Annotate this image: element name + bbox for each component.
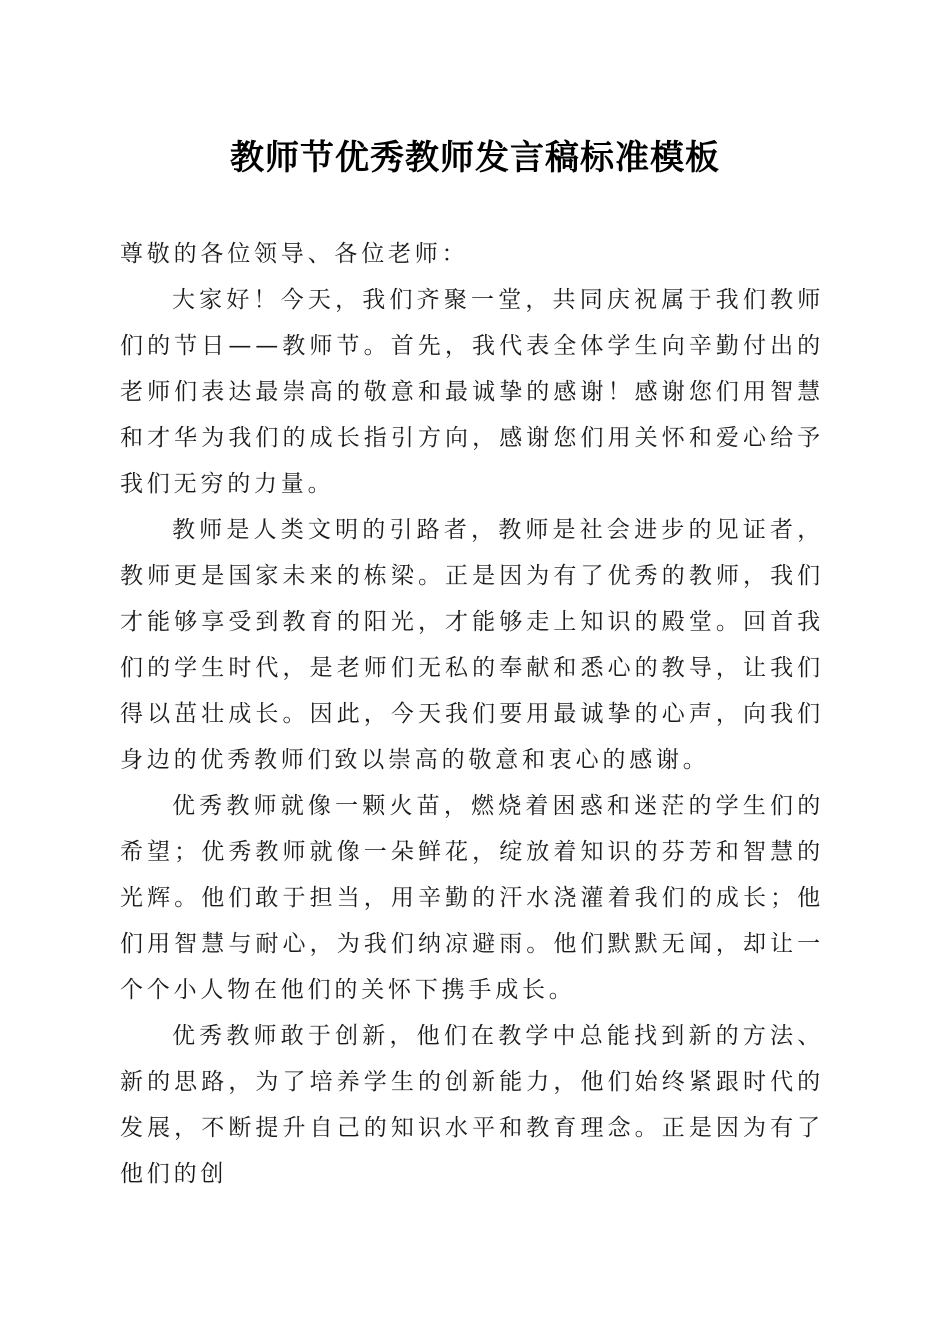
greeting-line: 尊敬的各位领导、各位老师：: [120, 241, 469, 267]
document-body: [120, 231, 824, 1197]
paragraph-3: 优秀教师就像一颗火苗，燃烧着困惑和迷茫的学生们的希望；优秀教师就像一朵鲜花，绽放着知识的芬芳和智慧的光辉。他们敢于担当，用辛勤的汗水浇灌着我们的成长；他们用智慧与耐心，为我们纳凉避雨。他们默默无闻，却让一个个小人物在他们的关怀下携手成长。: [120, 793, 824, 1003]
document-title: 教师节优秀教师发言稿标准模板: [230, 138, 720, 178]
paragraph-4: 优秀教师敢于创新，他们在教学中总能找到新的方法、新的思路，为了培养学生的创新能力，他们始终紧跟时代的发展，不断提升自己的知识水平和教育理念。正是因为有了他们的创: [120, 1023, 824, 1187]
paragraph-2: 教师是人类文明的引路者，教师是社会进步的见证者，教师更是国家未来的栋梁。正是因为有了优秀的教师，我们才能够享受到教育的阳光，才能够走上知识的殿堂。回首我们的学生时代，是老师们无私的奉献和悉心的教导，让我们得以茁壮成长。因此，今天我们要用最诚挚的心声，向我们身边的优秀教师们致以崇高的敬意和衷心的感谢。: [120, 517, 824, 773]
paragraph-1: 大家好！今天，我们齐聚一堂，共同庆祝属于我们教师们的节日——教师节。首先，我代表全体学生向辛勤付出的老师们表达最崇高的敬意和最诚挚的感谢！感谢您们用智慧和才华为我们的成长指引方向，感谢您们用关怀和爱心给予我们无穷的力量。: [120, 287, 824, 497]
